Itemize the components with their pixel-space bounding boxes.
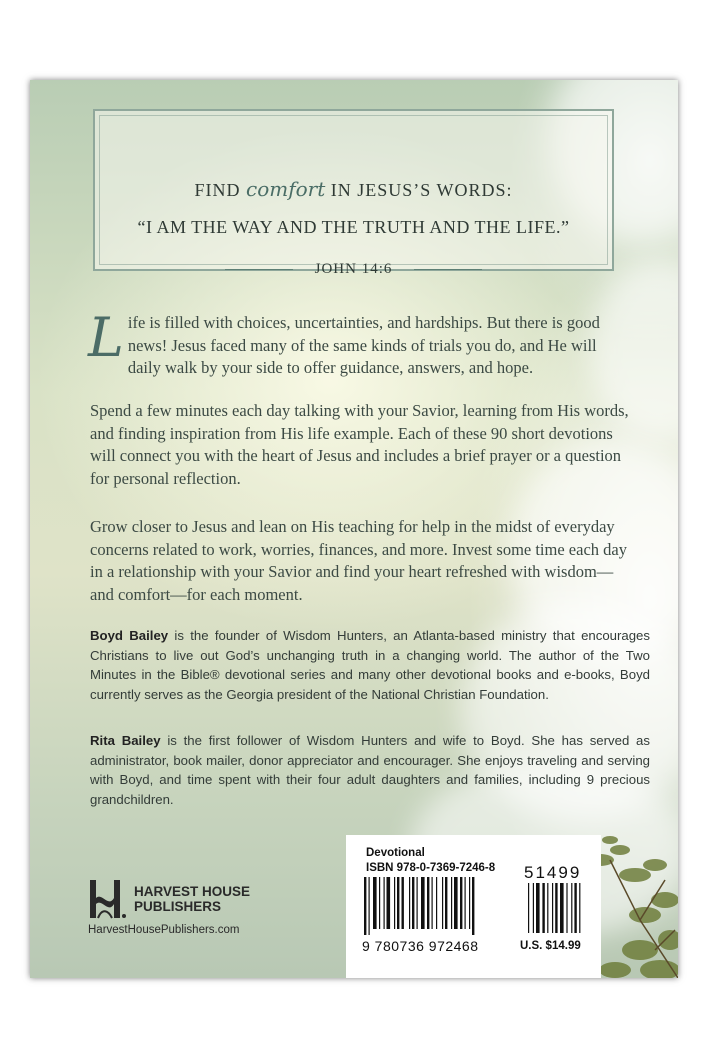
publisher-name-line-1: HARVEST HOUSE (134, 884, 251, 899)
rule-right (414, 269, 482, 270)
quote-reference-row (95, 261, 612, 278)
author-bio-boyd-text: is the founder of Wisdom Hunters, an Atlanta-based ministry that encourages Christians to live out God’s unchanging truth in a changing world. The author of the Two Minutes in the Bible® devotional series and many other devotional books and e-books, Boyd currently serves as the Georgia president of the National Christian Foundation. (90, 628, 650, 702)
publisher-website: HarvestHousePublishers.com (88, 924, 240, 936)
description-paragraph-2: Spend a few minutes each day talking with your Savior, learning from His words, and finding inspiration from His life example. Each of these 90 short devotions will connect you with the heart of Jesus and includes a brief prayer or a question for personal reflection. (90, 401, 629, 488)
rule-left (225, 269, 293, 270)
drop-cap: L (88, 306, 124, 369)
price-code: 51499 (524, 863, 582, 882)
quote-line-1-start: FIND (194, 180, 247, 200)
book-category: Devotional (366, 847, 425, 859)
barcode-label (346, 835, 601, 978)
description-paragraph-3: Grow closer to Jesus and lean on His teaching for help in the midst of everyday concerns related to work, worries, finances, and more. Invest some time each day in a relationship with your Savior and find your heart refreshed with wisdom—and comfort—for each moment. (90, 517, 627, 604)
author-bio-boyd (90, 626, 650, 704)
quote-line-1-end: IN JESUS’S WORDS: (325, 180, 513, 200)
author-bio-rita-text: is the first follower of Wisdom Hunters and wife to Boyd. She has served as administrator, book mailer, donor appreciator and encourager. She enjoys traveling and serving with Boyd, and time spent with their four adult daughters and families, including 9 precious grandchildren. (90, 733, 650, 807)
author-bio-rita (90, 731, 650, 809)
quote-line-2: “I AM THE WAY AND THE TRUTH AND THE LIFE.” (137, 217, 570, 237)
author-name-boyd: Boyd Bailey (90, 628, 169, 643)
paragraph-1-text: ife is filled with choices, uncertainties, and hardships. But there is good news! Jesus faced many of the same kinds of trials you do, and He will daily walk by your side to offer guidance, answers, and hope. (127, 313, 600, 377)
author-name-rita: Rita Bailey (90, 733, 161, 748)
quote-box (93, 109, 614, 277)
quote-script-word: comfort (246, 177, 326, 201)
barcode-digits: 9 780736 972468 (362, 938, 479, 954)
description-paragraph-1 (88, 306, 630, 380)
book-back-cover (30, 80, 678, 978)
retail-price: U.S. $14.99 (520, 940, 581, 952)
quote-reference: JOHN 14:6 (314, 261, 393, 277)
quote-line-1 (95, 177, 612, 201)
publisher-name-line-2: PUBLISHERS (134, 899, 222, 914)
barcode-image (358, 877, 598, 937)
publisher-name (134, 884, 250, 914)
isbn-text: ISBN 978-0-7369-7246-8 (366, 862, 496, 874)
harvest-house-logo-icon (88, 878, 128, 920)
